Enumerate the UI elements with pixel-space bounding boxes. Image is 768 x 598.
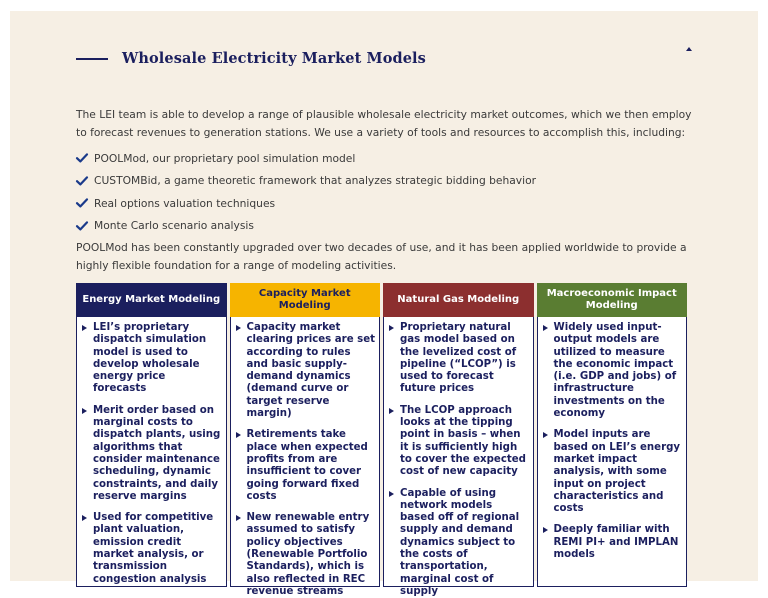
closing-paragraph: POOLMod has been constantly upgraded over two decades of use, and it has been applied worldwide to provide a highly flexible foundation for a range of modeling activities. bbox=[76, 241, 687, 272]
column-body bbox=[537, 317, 688, 587]
column-macroeconomic-impact bbox=[537, 283, 688, 587]
list-item: Capable of using network models based off of regional supply and demand dynamics subject to the costs of transportation, marginal cost of supply bbox=[389, 488, 529, 598]
column-header: Capacity Market Modeling bbox=[230, 283, 381, 317]
triangle-bullet-icon bbox=[236, 325, 241, 331]
triangle-bullet-icon bbox=[389, 491, 394, 497]
triangle-bullet-icon bbox=[236, 432, 241, 438]
tool-label: POOLMod, our proprietary pool simulation model bbox=[94, 151, 356, 165]
list-item: New renewable entry assumed to satisfy policy objectives (Renewable Portfolio Standards), which is also reflected in REC revenue streams bbox=[236, 512, 376, 598]
modeling-table bbox=[76, 283, 687, 597]
section-title: Wholesale Electricity Market Models bbox=[122, 50, 426, 67]
triangle-bullet-icon bbox=[389, 325, 394, 331]
column-natural-gas bbox=[383, 283, 534, 597]
column-body bbox=[230, 317, 381, 597]
checkmark-icon bbox=[76, 176, 88, 186]
list-item: Widely used input-output models are utilized to measure the economic impact (i.e. GDP and jobs) of infrastructure investments on the economy bbox=[543, 322, 683, 420]
triangle-bullet-icon bbox=[543, 432, 548, 438]
list-item bbox=[76, 192, 536, 215]
list-item bbox=[76, 215, 536, 238]
list-item: Used for competitive plant valuation, emission credit market analysis, or transmission congestion analysis bbox=[82, 512, 222, 586]
column-header: Macroeconomic Impact Modeling bbox=[537, 283, 688, 317]
column-body bbox=[76, 317, 227, 587]
tool-label: Real options valuation techniques bbox=[94, 196, 276, 210]
triangle-bullet-icon bbox=[82, 515, 87, 521]
heading-rule bbox=[76, 58, 108, 60]
list-item: LEI’s proprietary dispatch simulation model is used to develop wholesale energy price forecasts bbox=[82, 322, 222, 396]
list-item: Deeply familiar with REMI PI+ and IMPLAN models bbox=[543, 524, 683, 561]
list-item: Model inputs are based on LEI’s energy market impact analysis, with some input on project characteristics and costs bbox=[543, 429, 683, 515]
triangle-bullet-icon bbox=[82, 325, 87, 331]
list-item: The LCOP approach looks at the tipping point in basis – when it is sufficiently high to cover the expected cost of new capacity bbox=[389, 405, 529, 479]
collapse-toggle-button[interactable] bbox=[684, 45, 694, 53]
list-item: Proprietary natural gas model based on the levelized cost of pipeline (“LCOP”) is used to forecast future prices bbox=[389, 322, 529, 396]
list-item bbox=[76, 170, 536, 193]
triangle-bullet-icon bbox=[543, 527, 548, 533]
list-item: Merit order based on marginal costs to dispatch plants, using algorithms that consider maintenance scheduling, dynamic constraints, and daily reserve margins bbox=[82, 405, 222, 503]
triangle-bullet-icon bbox=[543, 325, 548, 331]
list-item bbox=[76, 147, 536, 170]
triangle-bullet-icon bbox=[389, 408, 394, 414]
list-item: Capacity market clearing prices are set according to rules and basic supply-demand dynamics (demand curve or target reserve margin) bbox=[236, 322, 376, 420]
intro-paragraph: The LEI team is able to develop a range of plausible wholesale electricity market outcomes, which we then employ to forecast revenues to generation stations. We use a variety of tools and resources to accomplish this, including: bbox=[76, 108, 692, 139]
column-energy-market bbox=[76, 283, 227, 587]
checkmark-icon bbox=[76, 198, 88, 208]
section-heading bbox=[76, 50, 426, 67]
tool-label: Monte Carlo scenario analysis bbox=[94, 219, 254, 233]
list-item: Retirements take place when expected profits from are insufficient to cover going forward fixed costs bbox=[236, 429, 376, 503]
triangle-bullet-icon bbox=[82, 408, 87, 414]
column-capacity-market bbox=[230, 283, 381, 597]
column-body bbox=[383, 317, 534, 597]
content-panel bbox=[10, 11, 758, 597]
caret-up-icon bbox=[686, 47, 692, 51]
checkmark-icon bbox=[76, 153, 88, 163]
triangle-bullet-icon bbox=[236, 515, 241, 521]
tools-list bbox=[76, 147, 536, 237]
tool-label: CUSTOMBid, a game theoretic framework that analyzes strategic bidding behavior bbox=[94, 174, 537, 188]
checkmark-icon bbox=[76, 221, 88, 231]
column-header: Natural Gas Modeling bbox=[383, 283, 534, 317]
column-header: Energy Market Modeling bbox=[76, 283, 227, 317]
